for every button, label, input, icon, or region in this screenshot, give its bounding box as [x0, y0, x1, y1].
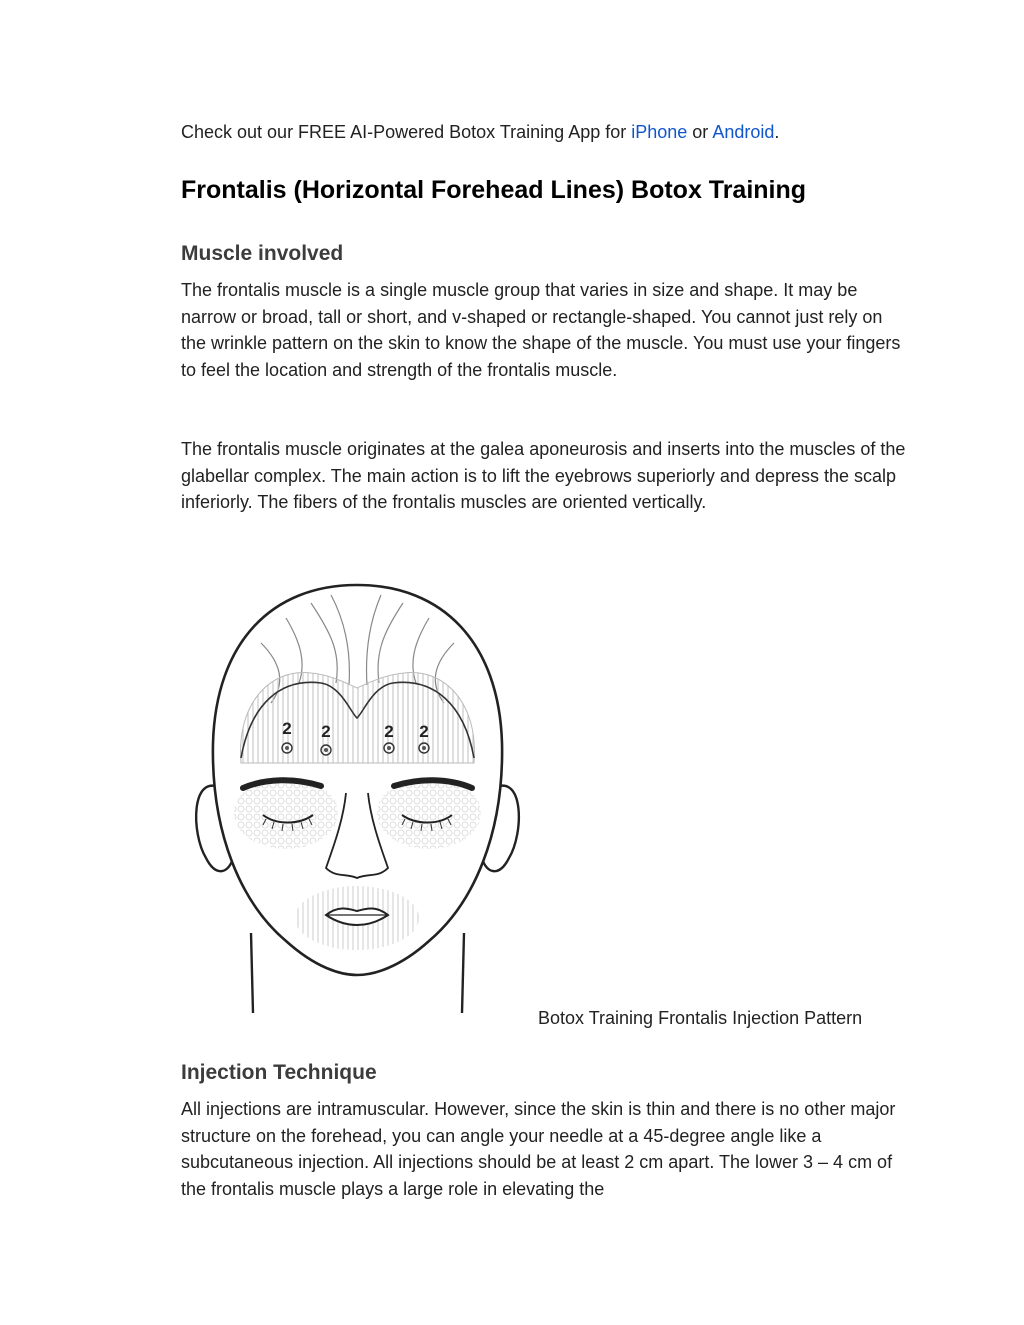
muscle-paragraph-2: The frontalis muscle originates at the galea aponeurosis and inserts into the muscles of the glabellar complex. The main action is to lift the eyebrows superiorly and depress the scalp inferiorly. The fibers of the frontalis muscles are oriented vertically.	[181, 439, 906, 513]
injection-technique-heading: Injection Technique	[181, 1061, 377, 1084]
injection-paragraph-1: All injections are intramuscular. However, since the skin is thin and there is no other major structure on the forehead, you can angle your needle at a 45-degree angle like a subcutaneous injection. All injections should be at least 2 cm apart. The lower 3 – 4 cm of the frontalis muscle plays a large role in elevating the	[181, 1099, 896, 1199]
page-title: Frontalis (Horizontal Forehead Lines) Botox Training	[181, 176, 807, 204]
promo-suffix: .	[774, 122, 780, 142]
injection-point-label: 2	[321, 722, 331, 741]
muscle-involved-heading: Muscle involved	[181, 242, 344, 265]
promo-middle: or	[687, 122, 713, 142]
injection-point-label: 2	[282, 719, 292, 738]
app-promo-line	[181, 120, 779, 144]
injection-point-label: 2	[384, 722, 394, 741]
frontalis-injection-diagram	[181, 573, 534, 1023]
android-link[interactable]: Android	[712, 122, 775, 142]
injection-point-label: 2	[419, 722, 429, 741]
figure-caption: Botox Training Frontalis Injection Pattern	[538, 1008, 863, 1028]
muscle-paragraph-1: The frontalis muscle is a single muscle group that varies in size and shape. It may be narrow or broad, tall or short, and v-shaped or rectangle-shaped. You cannot just rely on the wrinkle pattern on the skin to know the shape of the muscle. You must use your fingers to feel the location and strength of the frontalis muscle.	[181, 280, 901, 380]
iphone-link[interactable]: iPhone	[631, 122, 688, 142]
face-illustration	[181, 573, 534, 1023]
promo-prefix: Check out our FREE AI-Powered Botox Training App for	[181, 122, 632, 142]
